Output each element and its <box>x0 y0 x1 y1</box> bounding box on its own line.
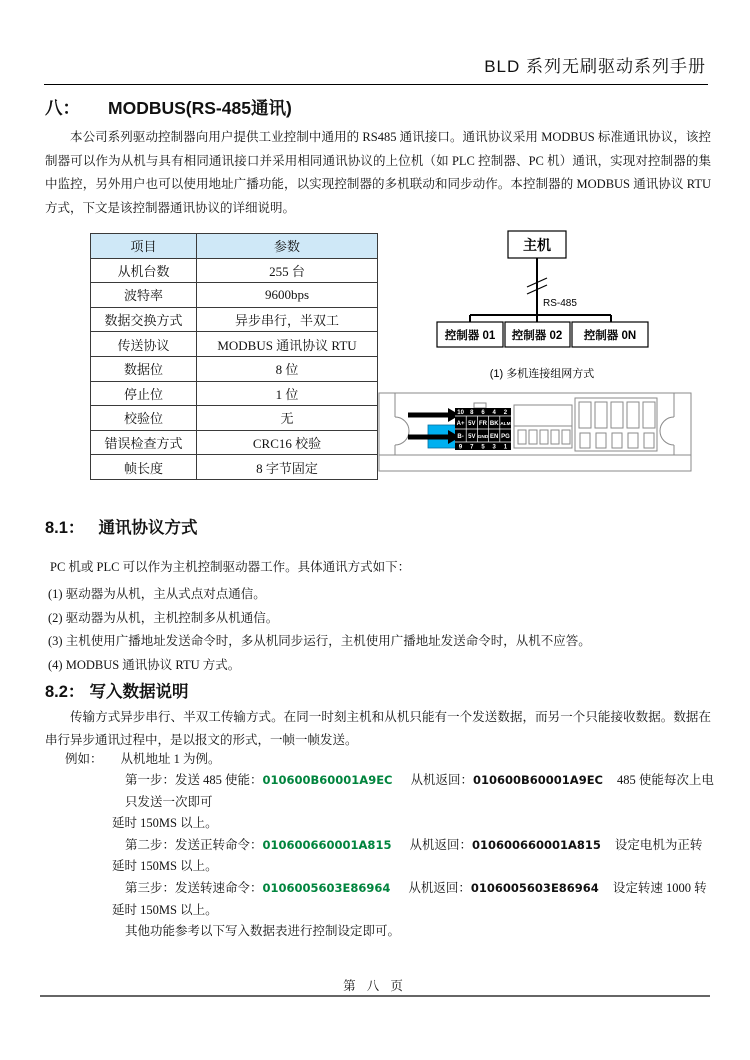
step-send-code: 0106005603E86964 <box>262 880 391 895</box>
cell-param: MODBUS 通讯协议 RTU <box>197 332 378 357</box>
pin-label-en: EN <box>490 434 499 440</box>
step-note: 设定电机为正转 <box>614 837 703 852</box>
step-return-label: 从机返回： <box>410 773 474 787</box>
section-8-1-heading <box>45 514 197 538</box>
cell-param: 8 位 <box>197 356 378 381</box>
pin-number: 3 <box>492 444 496 451</box>
connector-key-tab <box>474 403 486 408</box>
step-return-code: 010600660001A815 <box>471 837 601 852</box>
cell-item: 从机台数 <box>91 258 197 283</box>
cell-param: 异步串行，半双工 <box>197 307 378 332</box>
cell-param: 1 位 <box>197 381 378 406</box>
cell-item: 错误检查方式 <box>91 430 197 455</box>
section-title: 通讯协议方式 <box>98 519 198 537</box>
pin-label-5v: 5V <box>468 434 476 440</box>
list-item: (4) MODBUS 通讯协议 RTU 方式。 <box>48 657 241 672</box>
pin-label-fr: FR <box>479 421 487 427</box>
step-send-code: 010600B60001A9EC <box>262 773 393 787</box>
pin-label-5v: 5V <box>468 421 476 427</box>
example-label: 例如： <box>65 752 103 766</box>
cell-item: 波特率 <box>91 283 197 308</box>
step-line <box>125 770 720 813</box>
table-row <box>91 258 378 283</box>
cell-item: 帧长度 <box>91 455 197 480</box>
board-outline <box>379 393 691 471</box>
section-8-1-intro: PC 机或 PLC 可以作为主机控制驱动器工作。具体通讯方式如下： <box>50 560 411 574</box>
pin-number: 6 <box>481 410 485 417</box>
cell-param: 9600bps <box>197 283 378 308</box>
section-8-1-list <box>48 583 591 677</box>
chapter-heading <box>45 95 292 120</box>
step-line <box>125 878 720 900</box>
pin-label-bminus: B- <box>457 434 464 440</box>
table-row <box>91 406 378 431</box>
pin-number: 4 <box>492 410 496 417</box>
controller-3-label: 控制器 0N <box>583 330 637 342</box>
steps-block <box>112 770 720 943</box>
pin-number: 1 <box>503 444 508 451</box>
example-line <box>65 749 221 767</box>
network-topology-diagram <box>400 228 720 383</box>
step-note: 设定转速 1000 转 <box>612 880 707 895</box>
step-return-label: 从机返回： <box>409 837 472 852</box>
cell-item: 数据位 <box>91 356 197 381</box>
section-8-2-heading <box>45 678 188 702</box>
step-delay: 延时 150MS 以上。 <box>112 859 218 874</box>
step-send-code: 010600660001A815 <box>262 837 392 852</box>
step-delay: 延时 150MS 以上。 <box>112 816 218 831</box>
table-header-row <box>91 234 378 259</box>
table-row <box>91 430 378 455</box>
pin-number: 8 <box>470 410 474 417</box>
pin-number: 10 <box>457 410 464 417</box>
col-header-param: 参数 <box>197 234 378 259</box>
example-text: 从机地址 1 为例。 <box>120 752 221 766</box>
step-return-code: 0106005603E86964 <box>470 880 599 895</box>
section-title: 写入数据说明 <box>89 683 189 701</box>
header-rule <box>44 84 708 85</box>
controller-board-figure <box>378 391 694 475</box>
list-item: (2) 驱动器为从机，主机控制多从机通信。 <box>48 610 279 625</box>
table-row <box>91 283 378 308</box>
cell-param: CRC16 校验 <box>197 430 378 455</box>
table-row <box>91 332 378 357</box>
pin-label-gnd: GND <box>477 435 489 440</box>
col-header-item: 项目 <box>91 234 197 259</box>
step-return-label: 从机返回： <box>408 880 471 895</box>
step-send-label: 第二步：发送正转命令： <box>125 837 263 852</box>
cell-param: 8 字节固定 <box>197 455 378 480</box>
pin-label-aplus: A+ <box>456 421 465 427</box>
bus-label: RS-485 <box>543 298 577 309</box>
list-item: (1) 驱动器为从机，主从式点对点通信。 <box>48 587 266 601</box>
cell-param: 无 <box>197 406 378 431</box>
step-return-code: 010600B60001A9EC <box>473 773 603 787</box>
step-send-label: 第三步：发送转速命令： <box>125 880 263 895</box>
controller-1-label: 控制器 01 <box>444 330 496 342</box>
cell-item: 传送协议 <box>91 332 197 357</box>
section-number: 8.1： <box>45 519 85 537</box>
step-delay: 延时 150MS 以上。 <box>112 902 218 917</box>
pin-number: 9 <box>458 444 463 451</box>
step-send-label: 第一步：发送 485 使能： <box>125 773 263 787</box>
table-row <box>91 356 378 381</box>
header-title: BLD 系列无刷驱动系列手册 <box>484 57 706 76</box>
controller-2-label: 控制器 02 <box>511 330 563 342</box>
cell-item: 数据交换方式 <box>91 307 197 332</box>
table-row <box>91 381 378 406</box>
pin-label-bk: BK <box>489 421 499 427</box>
cell-param: 255 台 <box>197 258 378 283</box>
footer-rule <box>40 995 710 997</box>
step-line <box>125 835 720 857</box>
table-row <box>91 455 378 480</box>
step-note: 485 使能每次上电只发送一次即可 <box>125 773 714 809</box>
pin-number: 7 <box>470 444 474 451</box>
chapter-intro-paragraph: 本公司系列驱动控制器向用户提供工业控制中通用的 RS485 通讯接口。通讯协议采用 MODBUS 标准通讯协议，该控制器可以作为从机与具有相同通讯接口并采用相同通讯协议的上位机（如 PLC 控制器、PC 机）通讯，实现对控制器的集中监控，另外用户也可以使用地址广播功能，以实现控制器的多机联动和同步动作。本控制器的 MODBUS 通讯协议 RTU 方式，下文是该控制器通讯协议的详细说明。 <box>45 130 711 215</box>
chapter-number: 八： <box>45 98 80 118</box>
pin-number: 5 <box>481 444 485 451</box>
closing-line: 其他功能参考以下写入数据表进行控制设定即可。 <box>125 924 401 939</box>
table-row <box>91 307 378 332</box>
list-item: (3) 主机使用广播地址发送命令时，多从机同步运行，主机使用广播地址发送命令时，从机不应答。 <box>48 634 591 648</box>
pin-label-alm: ALM <box>500 422 511 427</box>
pin-number: 2 <box>503 410 508 417</box>
diagram-caption: (1) 多机连接组网方式 <box>489 368 595 380</box>
pin-label-pg: PG <box>501 434 510 440</box>
page-number: 第 八 页 <box>343 979 407 993</box>
master-label: 主机 <box>523 237 551 253</box>
section-8-2-paragraph: 传输方式异步串行、半双工传输方式。在同一时刻主机和从机只能有一个发送数据，而另一个只能接收数据。数据在串行异步通讯过程中，是以报文的形式，一帧一帧发送。 <box>45 710 711 747</box>
parameters-table <box>90 233 378 480</box>
section-number: 8.2： <box>45 683 85 701</box>
chapter-title: MODBUS(RS-485通讯) <box>108 98 292 118</box>
cell-item: 校验位 <box>91 406 197 431</box>
cell-item: 停止位 <box>91 381 197 406</box>
